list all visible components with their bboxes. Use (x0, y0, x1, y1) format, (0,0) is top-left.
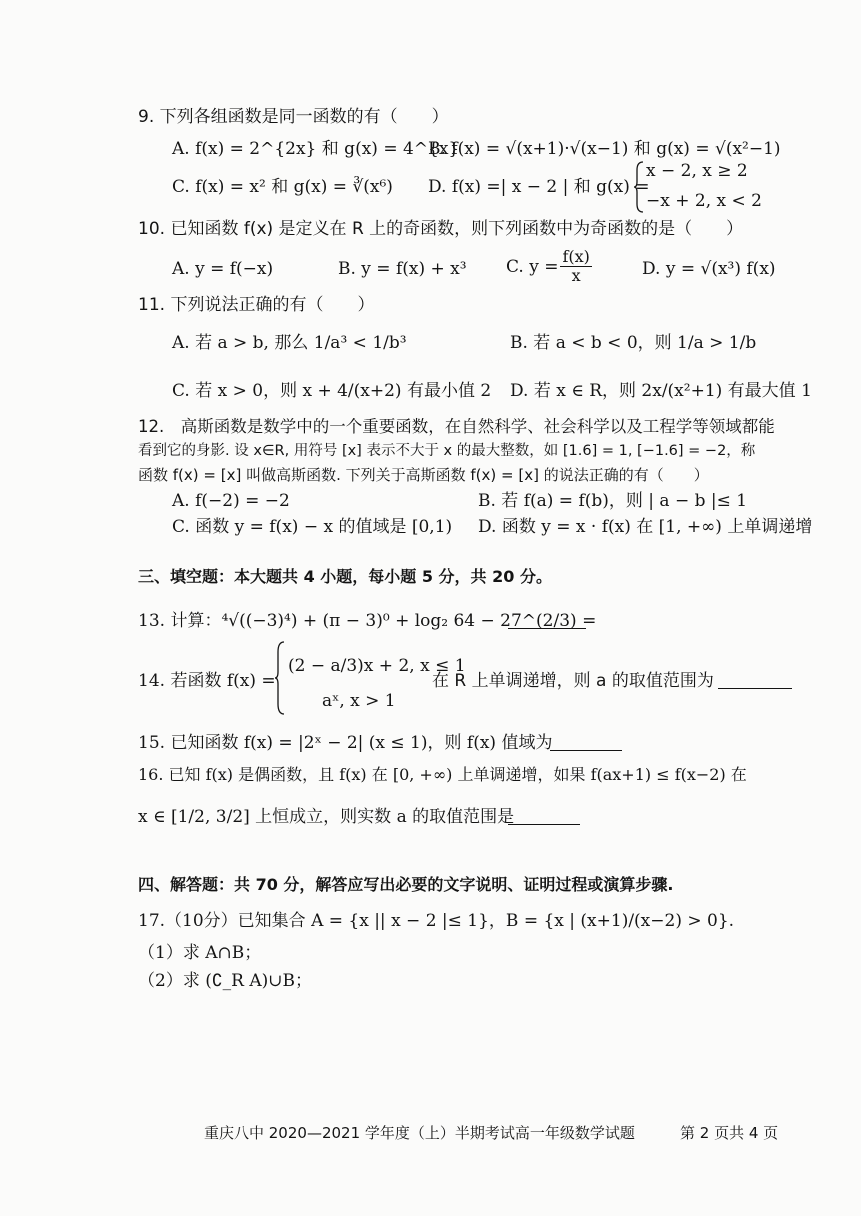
q14-suffix: 在 R 上单调递增，则 a 的取值范围为 (432, 671, 714, 691)
q11-option-c: C. 若 x > 0，则 x + 4/(x+2) 有最小值 2 (172, 381, 492, 401)
section-4-heading: 四、解答题：共 70 分，解答应写出必要的文字说明、证明过程或演算步骤. (138, 875, 674, 894)
q15-text: 15. 已知函数 f(x) = |2ˣ − 2| (x ≤ 1)，则 f(x) 值域为 (138, 733, 553, 753)
q14-brace (274, 640, 286, 716)
q9-d-brace (633, 160, 645, 214)
q13-answer-blank (508, 610, 586, 629)
q12-option-c: C. 函数 y = f(x) − x 的值域是 [0,1) (172, 517, 453, 537)
q15-answer-blank (550, 732, 622, 751)
q11-option-a: A. 若 a > b, 那么 1/a³ < 1/b³ (172, 333, 407, 353)
q12-option-b: B. 若 f(a) = f(b)，则 | a − b |≤ 1 (478, 491, 748, 511)
q13-text: 13. 计算：⁴√((−3)⁴) + (π − 3)⁰ + log₂ 64 − 27^(2/3) = (138, 611, 597, 631)
q9-d-case1: x − 2, x ≥ 2 (646, 161, 748, 181)
q12-line1: 12. 高斯函数是数学中的一个重要函数，在自然科学、社会科学以及工程学等领域都能 (138, 417, 775, 436)
q14-case2: aˣ, x > 1 (322, 691, 396, 711)
q9-option-d-prefix: D. f(x) =| x − 2 | 和 g(x) = (428, 177, 650, 197)
q14-case1: (2 − a/3)x + 2, x ≤ 1 (288, 656, 466, 676)
q10-stem: 10. 已知函数 f(x) 是定义在 R 上的奇函数，则下列函数中为奇函数的是（ ） (138, 219, 744, 239)
q14-answer-blank (718, 670, 792, 689)
q12-option-d: D. 函数 y = x · f(x) 在 [1, +∞) 上单调递增 (478, 517, 813, 537)
q17-stem: 17.（10分）已知集合 A = {x || x − 2 |≤ 1}，B = {x | (x+1)/(x−2) > 0}. (138, 911, 735, 931)
q14-prefix: 14. 若函数 f(x) = (138, 671, 276, 691)
q9-stem: 9. 下列各组函数是同一函数的有（ ） (138, 107, 449, 127)
q11-option-d: D. 若 x ∈ R，则 2x/(x²+1) 有最大值 1 (510, 381, 812, 401)
q10-c-prefix: C. y = (506, 256, 559, 277)
q10-option-d: D. y = √(x³) f(x) (642, 259, 776, 279)
q16-answer-blank (508, 806, 580, 825)
q10-option-a: A. y = f(−x) (172, 259, 274, 279)
q16-line1: 16. 已知 f(x) 是偶函数，且 f(x) 在 [0, +∞) 上单调递增，如果 f(ax+1) ≤ f(x−2) 在 (138, 765, 747, 784)
q11-option-b: B. 若 a < b < 0，则 1/a > 1/b (510, 333, 757, 353)
q9-d-case2: −x + 2, x < 2 (646, 191, 762, 211)
q9-option-d (428, 176, 650, 198)
q12-option-a: A. f(−2) = −2 (172, 491, 290, 511)
q10-c-fraction (560, 248, 591, 285)
q16-line2: x ∈ [1/2, 3/2] 上恒成立，则实数 a 的取值范围是 (138, 807, 515, 827)
footer-title: 重庆八中 2020—2021 学年度（上）半期考试高一年级数学试题 (204, 1124, 635, 1142)
q10-c-denominator: x (571, 266, 581, 285)
q9-option-c: C. f(x) = x² 和 g(x) = ∛(x⁶) (172, 177, 393, 197)
q17-part2: （2）求 (∁_R A)∪B； (138, 971, 313, 991)
q10-c-numerator: f(x) (562, 247, 590, 266)
section-3-heading: 三、填空题：本大题共 4 小题，每小题 5 分，共 20 分。 (138, 567, 552, 586)
q10-option-c (506, 248, 594, 285)
q12-line3: 函数 f(x) = [x] 叫做高斯函数. 下列关于高斯函数 f(x) = [x] 的说法正确的有（ ） (138, 466, 709, 484)
q9-option-a: A. f(x) = 2^{2x} 和 g(x) = 4^{x} (172, 139, 460, 159)
q11-stem: 11. 下列说法正确的有（ ） (138, 295, 375, 315)
q12-line2: 看到它的身影. 设 x∈R, 用符号 [x] 表示不大于 x 的最大整数，如 [1.6] = 1, [−1.6] = −2，称 (138, 443, 756, 459)
footer-page-number: 第 2 页共 4 页 (680, 1124, 779, 1142)
q10-option-b: B. y = f(x) + x³ (338, 259, 467, 279)
q9-option-b: B. f(x) = √(x+1)·√(x−1) 和 g(x) = √(x²−1) (428, 139, 781, 159)
q17-part1: （1）求 A∩B； (138, 943, 262, 963)
